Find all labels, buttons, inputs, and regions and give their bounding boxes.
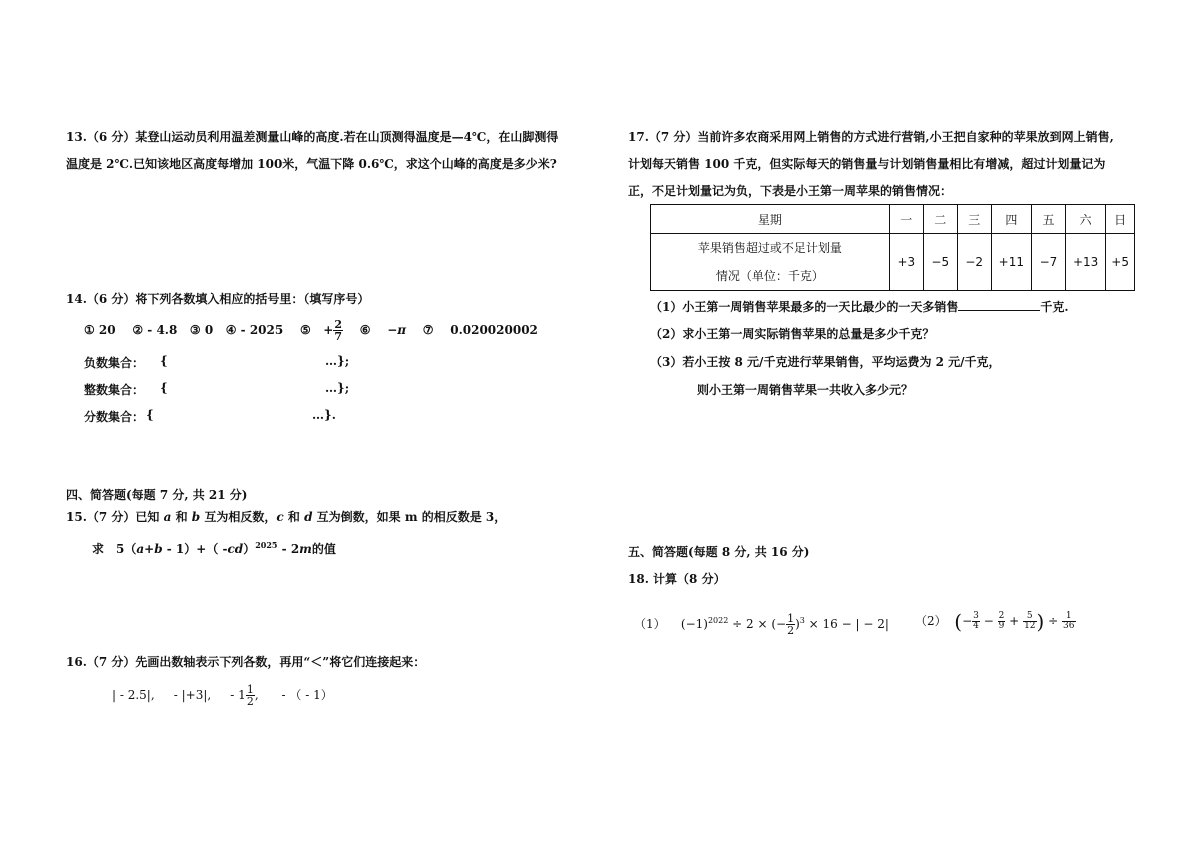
q17-table-day-6: 六: [1065, 205, 1105, 234]
q17-line1: 17.（7 分）当前许多农商采用网上销售的方式进行营销,小王把自家种的苹果放到网上销售,: [628, 130, 1114, 144]
q18-part2: （2） (− $\frac{3}{4}$ − $\frac{2}{9}$ + $\frac{5}{12}$ ) ÷ $\frac{1}{36}$: [915, 609, 1075, 634]
q17-sub1-answer-blank[interactable]: [958, 299, 1040, 311]
q15-var-a: a: [163, 510, 172, 524]
q14-item-2: ② - 4.8: [132, 323, 178, 337]
q17-table-value-5: −7: [1032, 234, 1066, 291]
q14-item-6-marker: ⑥: [359, 323, 371, 337]
q18-part1-label: （1）: [634, 617, 666, 631]
q16-number-2: - |+3|,: [173, 688, 212, 702]
q17-table-day-1: 一: [889, 205, 923, 234]
q16-number-1: | - 2.5|,: [112, 688, 155, 702]
q14-item-4: ④ - 2025: [225, 323, 284, 337]
q14-fraction-set-label: 分数集合：: [84, 410, 145, 424]
q14-item-5-sign: +: [323, 323, 334, 337]
q13-line2: 温度是 2℃.已知该地区高度每增加 100米，气温下降 0.6℃，求这个山峰的高度是多少米?: [66, 157, 557, 171]
q17-table-value-7: +5: [1106, 234, 1135, 291]
q16-number-3: - 1 $\frac{1}{2}$ ,: [230, 683, 259, 708]
q14-item-1: ① 20: [84, 323, 116, 337]
q14-negative-set-close: …};: [325, 354, 350, 368]
q17-table-day-2: 二: [923, 205, 957, 234]
q14-title: 14.（6 分）将下列各数填入相应的括号里：（填写序号）: [66, 292, 370, 306]
q14-number-list: [84, 318, 538, 342]
q15-expression: 求 5（a+b - 1）+（ -cd）$^{2025}$ - 2m的值: [92, 540, 336, 556]
q17-table-value-2: −5: [923, 234, 957, 291]
q16-numbers: [112, 680, 333, 710]
q17-table-value-3: −2: [957, 234, 991, 291]
q17-table-value-1: +3: [889, 234, 923, 291]
q17-sub1: （1）小王第一周销售苹果最多的一天比最少的一天多销售 千克.: [650, 300, 1069, 314]
q17-table-day-3: 三: [957, 205, 991, 234]
q14-fraction-set-close: …}.: [312, 408, 336, 422]
q17-table-day-5: 五: [1032, 205, 1066, 234]
q17-table-row-label: 苹果销售超过或不足计划量 情况（单位：千克）: [651, 234, 890, 291]
q14-item-3: ③ 0: [189, 323, 214, 337]
q15-line1: 15.（7 分）已知 a 和 b 互为相反数，c 和 d 互为倒数，如果 m 的相反数是 3，: [66, 510, 507, 524]
q14-item-5-marker: ⑤: [299, 323, 311, 337]
q14-integer-set-label: 整数集合：: [84, 383, 145, 397]
q17-sub3-line2: 则小王第一周销售苹果一共收入多少元？: [697, 383, 914, 397]
section-4-title: 四、简答题(每题 7 分, 共 21 分): [66, 488, 248, 502]
q15-var-b: b: [191, 510, 201, 524]
q14-negative-set-label: 负数集合：: [84, 356, 145, 370]
q14-integer-set-open: {: [160, 381, 168, 395]
q14-integer-set-close: …};: [325, 381, 350, 395]
section-5-title: 五、简答题(每题 8 分, 共 16 分): [628, 545, 810, 559]
q14-item-7-marker: ⑦: [422, 323, 434, 337]
q16-line1: 16.（7 分）先画出数轴表示下列各数，再用“＜”将它们连接起来：: [66, 655, 426, 669]
q13-line1: 13.（6 分）某登山运动员利用温差测量山峰的高度.若在山顶测得温度是—4℃，在山脚测得: [66, 130, 559, 144]
q16-number-4: - （ - 1）: [281, 688, 333, 702]
q18-part2-label: （2）: [915, 614, 947, 628]
q14-item-7-value: 0.020020002: [450, 323, 538, 337]
q17-sub3-line1: （3）若小王按 8 元/千克进行苹果销售，平均运费为 2 元/千克，: [650, 355, 1001, 369]
q17-table-day-4: 四: [991, 205, 1031, 234]
q14-fraction-set-open: {: [146, 408, 154, 422]
q14-item-5-fraction: $\frac{2}{7}$: [334, 318, 342, 343]
q14-item-6-value: −π: [387, 323, 407, 337]
q17-line3: 正，不足计划量记为负，下表是小王第一周苹果的销售情况：: [628, 184, 953, 198]
q18-part1: （1） $(-1)^{2022} \div 2$ × (− $\frac{1}{2}$ )$^3$ × 16 − | − 2|: [634, 612, 889, 637]
q17-sales-table: [650, 204, 1135, 291]
q15-var-d: d: [304, 510, 313, 524]
q15-var-c: c: [276, 510, 284, 524]
q18-title: 18. 计算（8 分）: [628, 572, 726, 586]
q17-table-value-4: +11: [991, 234, 1031, 291]
q17-sub2: （2）求小王第一周实际销售苹果的总量是多少千克？: [650, 327, 935, 341]
q17-table-value-6: +13: [1065, 234, 1105, 291]
q17-table-header-label: 星期: [651, 205, 890, 234]
q14-negative-set-open: {: [160, 354, 168, 368]
q17-line2: 计划每天销售 100 千克，但实际每天的销售量与计划销售量相比有增减，超过计划量记为: [628, 157, 1106, 171]
q17-table-day-7: 日: [1106, 205, 1135, 234]
